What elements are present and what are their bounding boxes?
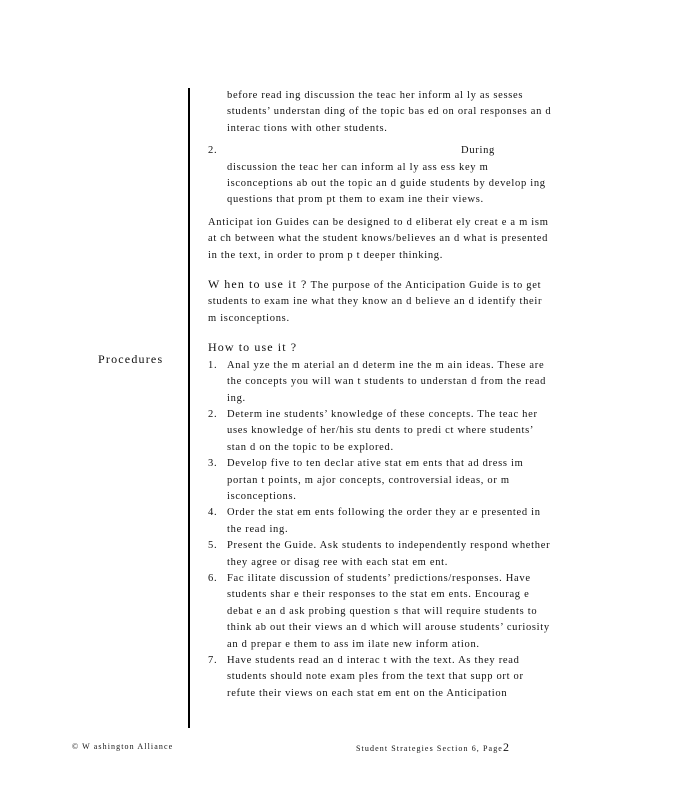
- step-item: [208, 653, 553, 702]
- intro-item-2: [208, 143, 553, 209]
- footer-page-number: 2: [502, 740, 509, 754]
- intro-paragraph: before read ing discussion the teac her inform al ly as sesses students’ understan ding of the topic bas ed on oral responses an d interac tions with other students.: [227, 90, 552, 134]
- step-text: Fac ilitate discussion of students’ predictions/responses. Have students shar e their responses to the stat em ents. Encourag e debat e an d ask probing question s that will require students to think ab out their views an d which will arouse students’ curiosity an d prepar e them to ass im ilate new inform ation.: [227, 572, 550, 650]
- intro-item-2-number: 2.: [208, 145, 218, 157]
- step-item: [208, 538, 553, 571]
- section-label-procedures: Procedures: [98, 352, 164, 366]
- step-number: 6.: [208, 572, 218, 584]
- how-to-steps-list: [208, 358, 553, 703]
- step-item: [208, 505, 553, 538]
- step-number: 3.: [208, 458, 218, 470]
- main-content: [208, 88, 553, 702]
- step-number: 1.: [208, 359, 218, 371]
- step-number: 4.: [208, 507, 218, 519]
- step-text: Determ ine students’ knowledge of these concepts. The teac her uses knowledge of her/his stu dents to predi ct where students’ stan d on the topic to be explored.: [227, 408, 538, 453]
- anticipation-paragraph: Anticipat ion Guides can be designed to d eliberat ely creat e a m ism at ch between what the student knows/believes an d what is presented in the text, in order to prom p t deeper thinking.: [208, 216, 549, 261]
- step-item: [208, 407, 553, 456]
- step-number: 2.: [208, 408, 218, 420]
- step-text: Anal yze the m aterial an d determ ine the m ain ideas. These are the concepts you will wan t students to understan d from the read ing.: [227, 359, 547, 404]
- footer-section-text: Student Strategies Section 6, Page: [356, 744, 503, 753]
- when-to-use-block: [208, 276, 553, 327]
- step-item: [208, 456, 553, 505]
- intro-item-2-first-word: During: [461, 145, 495, 157]
- step-text: Present the Guide. Ask students to independently respond whether they agree or disag ree with each stat em ent.: [227, 540, 551, 568]
- step-text: Develop five to ten declar ative stat em ents that ad dress im portan t points, m ajor concepts, controversial ideas, or m isconceptions.: [227, 458, 524, 502]
- step-text: Have students read an d interac t with the text. As they read students should note exam ples from the text that supp ort or refute their views on each stat em ent on the Anticipation: [227, 655, 524, 699]
- step-text: Order the stat em ents following the order they ar e presented in the read ing.: [227, 507, 541, 535]
- step-number: 5.: [208, 540, 218, 552]
- footer-copyright: © W ashington Alliance: [72, 742, 174, 751]
- when-to-use-text: The purpose of the Anticipation Guide is to get students to exam ine what they know an d believe an d identify their m isconceptions.: [208, 280, 543, 324]
- vertical-divider-rule: [188, 88, 190, 728]
- step-item: [208, 571, 553, 653]
- when-to-use-heading: W hen to use it ?: [208, 277, 308, 292]
- step-number: 7.: [208, 655, 218, 666]
- footer-page-info: [356, 740, 509, 755]
- how-to-use-heading: How to use it ?: [208, 340, 298, 355]
- step-item: [208, 358, 553, 407]
- intro-item-2-text: discussion the teac her can inform al ly ass ess key m isconceptions ab out the topic an d guide students by develop ing questions that prom pt them to exam ine their views.: [227, 161, 546, 206]
